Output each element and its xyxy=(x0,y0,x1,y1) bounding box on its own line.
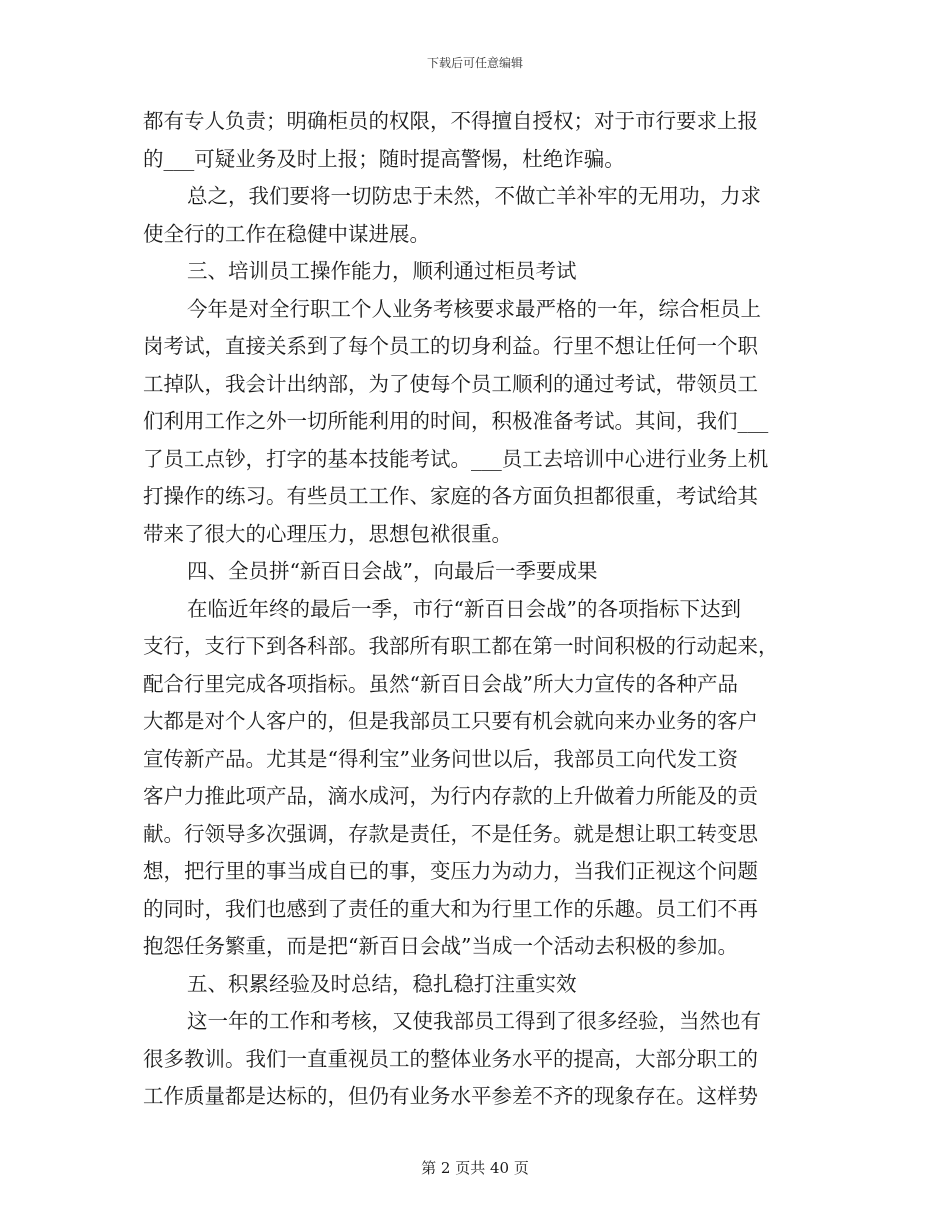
page-header: 下载后可任意编辑 xyxy=(426,56,523,70)
text-line: 工掉队，我会计出纳部，为了使每个员工顺利的通过考试，带领员工 xyxy=(143,371,758,396)
section-heading: 三、培训员工操作能力，顺利通过柜员考试 xyxy=(187,259,577,283)
text-line: 客户力推此项产品，滴水成河，为行内存款的上升做着力所能及的贡 xyxy=(143,784,758,808)
text-line: 献。行领导多次强调，存款是责任，不是任务。就是想让职工转变思 xyxy=(143,821,758,846)
text-line: 都有专人负责；明确柜员的权限，不得擅自授权；对于市行要求上报 xyxy=(143,109,758,133)
text-line: 宣传新产品。尤其是“得利宝”业务问世以后，我部员工向代发工资 xyxy=(143,746,738,771)
text-line: 带来了很大的心理压力，思想包袱很重。 xyxy=(143,521,512,546)
text-line: 今年是对全行职工个人业务考核要求最严格的一年，综合柜员上 xyxy=(187,296,761,321)
text-line: 配合行里完成各项指标。虽然“新百日会战”所大力宣传的各种产品 xyxy=(143,671,738,696)
text-line: 想，把行里的事当成自已的事，变压力为动力，当我们正视这个问题 xyxy=(143,859,758,883)
text-line: 们利用工作之外一切所能利用的时间，积极准备考试。其间，我们___ xyxy=(143,409,769,433)
text-line: 了员工点钞，打字的基本技能考试。___员工去培训中心进行业务上机 xyxy=(143,446,769,471)
text-line: 这一年的工作和考核，又使我部员工得到了很多经验，当然也有 xyxy=(187,1009,761,1033)
text-line: 大都是对个人客户的，但是我部员工只要有机会就向来办业务的客户 xyxy=(143,709,758,733)
text-line: 的___可疑业务及时上报；随时提高警惕，杜绝诈骗。 xyxy=(143,146,625,171)
text-line: 抱怨任务繁重，而是把“新百日会战”当成一个活动去积极的参加。 xyxy=(143,934,738,958)
text-line: 打操作的练习。有些员工工作、家庭的各方面负担都很重，考试给其 xyxy=(143,484,758,508)
text-line: 的同时，我们也感到了责任的重大和为行里工作的乐趣。员工们不再 xyxy=(143,896,758,921)
section-heading: 四、全员拼“新百日会战”，向最后一季要成果 xyxy=(187,559,598,583)
text-line: 很多教训。我们一直重视员工的整体业务水平的提高，大部分职工的 xyxy=(143,1046,758,1071)
document-body xyxy=(143,103,807,1116)
text-line: 支行，支行下到各科部。我部所有职工都在第一时间积极的行动起来， xyxy=(143,634,779,658)
text-line: 使全行的工作在稳健中谋进展。 xyxy=(143,221,430,246)
page-footer: 第 2 页共 40 页 xyxy=(421,1159,529,1177)
text-line: 工作质量都是达标的，但仍有业务水平参差不齐的现象存在。这样势 xyxy=(143,1084,758,1108)
text-line: 岗考试，直接关系到了每个员工的切身利益。行里不想让任何一个职 xyxy=(143,334,758,358)
section-heading: 五、积累经验及时总结，稳扎稳打注重实效 xyxy=(187,971,577,996)
text-line: 总之，我们要将一切防忠于未然，不做亡羊补牢的无用功，力求 xyxy=(187,184,761,208)
text-line: 在临近年终的最后一季，市行“新百日会战”的各项指标下达到 xyxy=(187,596,741,621)
